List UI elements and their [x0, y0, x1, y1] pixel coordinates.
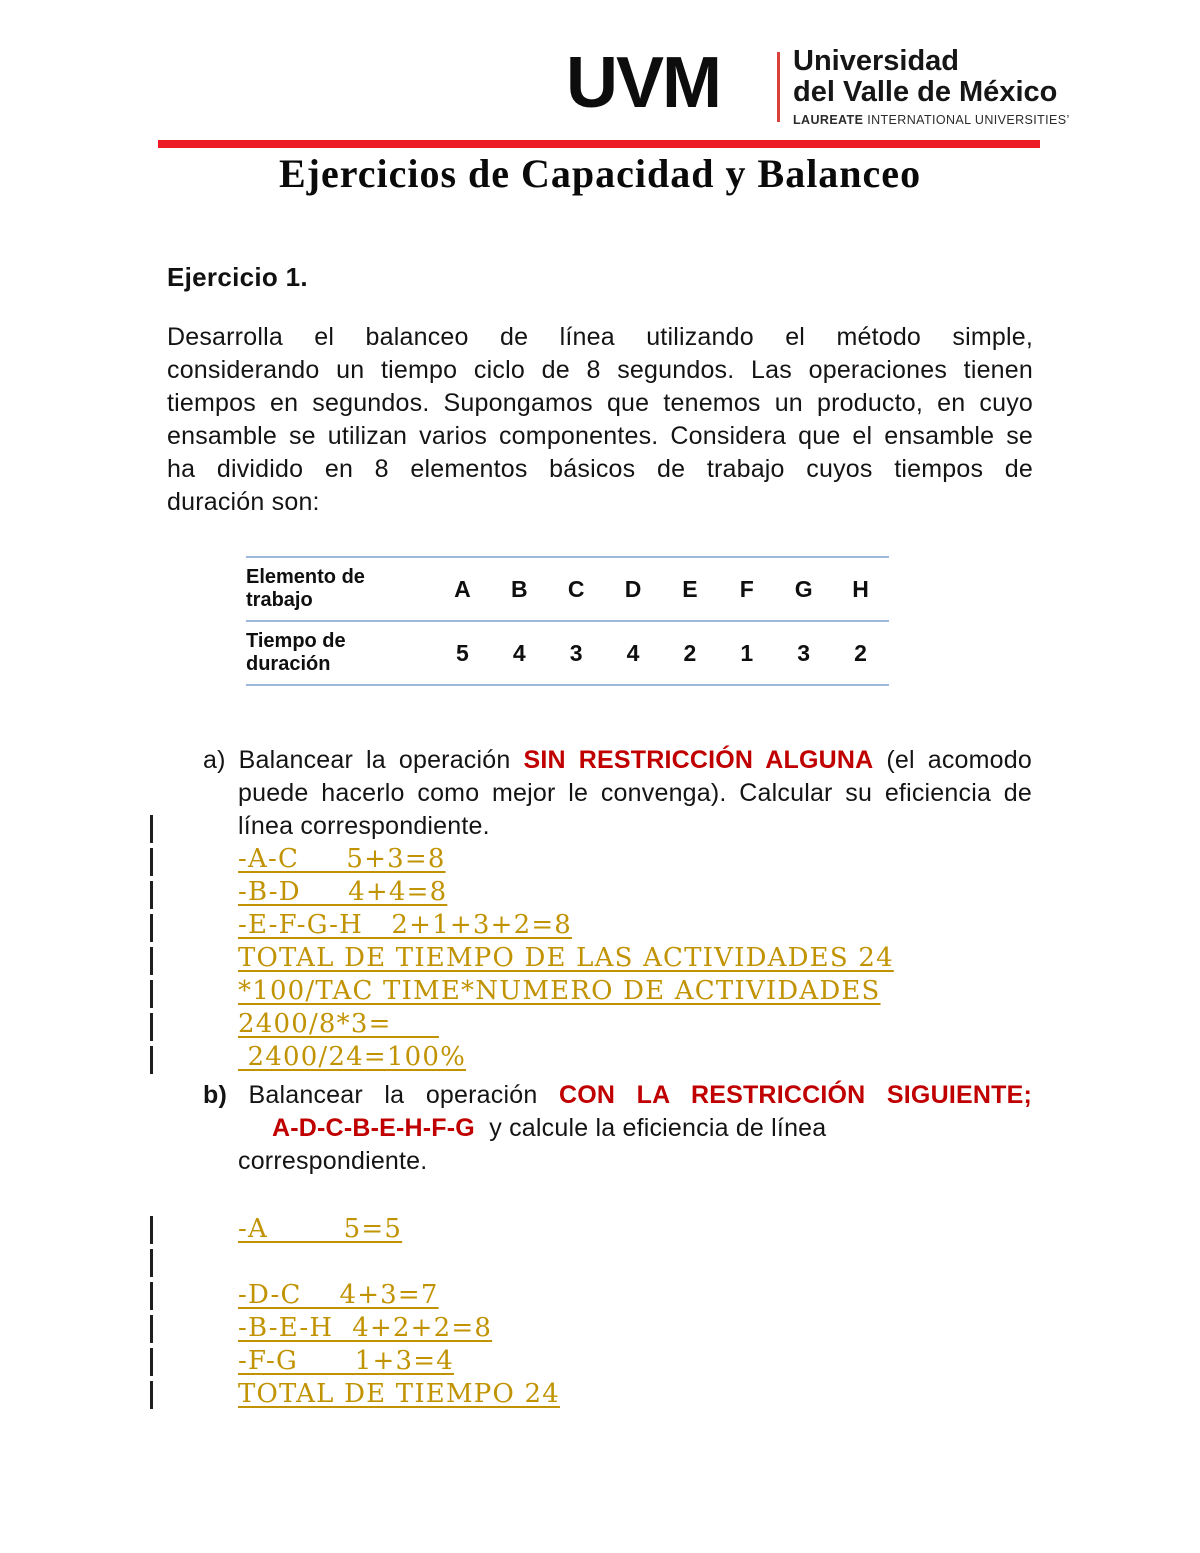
- item-b-line2-text: y calcule la eficiencia de línea: [474, 1114, 827, 1142]
- element-cell: G: [794, 575, 813, 602]
- work-note-line: *100/TAC TIME*NUMERO DE ACTIVIDADES: [238, 976, 881, 1006]
- paragraph-line: considerando un tiempo ciclo de 8 segundos. Las operaciones tienen: [167, 356, 1033, 384]
- paragraph-line: tiempos en segundos. Supongamos que tenemos un producto, en cuyo: [167, 389, 1033, 417]
- item-b-work-notes: [238, 1213, 560, 1411]
- revision-bar: [150, 1216, 153, 1244]
- tagline-rest: INTERNATIONAL UNIVERSITIES’: [863, 113, 1070, 127]
- item-a-line1: [203, 744, 1032, 777]
- row-label-times: Tiempo de duración: [246, 630, 346, 675]
- work-note-blank-line: [238, 1246, 560, 1279]
- paragraph-line: Desarrolla el balanceo de línea utilizando el método simple,: [167, 323, 1033, 351]
- time-cell: 1: [740, 639, 754, 666]
- item-a-text-post: (el acomodo: [873, 746, 1032, 774]
- row-label-elements: Elemento de trabajo: [246, 566, 365, 611]
- paragraph-line: ensamble se utilizan varios componentes. Considera que el ensamble se: [167, 422, 1033, 450]
- work-note-line: -D-C 4+3=7: [238, 1280, 439, 1310]
- revision-bar: [150, 914, 153, 942]
- item-a-red-emphasis: SIN RESTRICCIÓN ALGUNA: [523, 746, 874, 774]
- work-note-line: -B-D 4+4=8: [238, 877, 448, 907]
- university-name-block: [793, 46, 1070, 127]
- time-cell: 3: [569, 639, 583, 666]
- item-a-line2: puede hacerlo como mejor le convenga). Calcular su eficiencia de: [238, 779, 1032, 807]
- logo-divider: [777, 52, 780, 122]
- laureate-tagline: [793, 113, 1070, 127]
- element-cell: D: [624, 575, 642, 602]
- work-note-line: -E-F-G-H 2+1+3+2=8: [238, 910, 573, 940]
- work-note-line: -A-C 5+3=8: [238, 844, 446, 874]
- time-cell: 3: [797, 639, 811, 666]
- revision-bar: [150, 1282, 153, 1310]
- work-note-line: 2400/24=100%: [238, 1042, 466, 1072]
- revision-bar: [150, 1381, 153, 1409]
- work-note-line: -B-E-H 4+2+2=8: [238, 1313, 493, 1343]
- time-cell: 4: [512, 639, 526, 666]
- element-cell: B: [511, 575, 528, 602]
- element-cell: C: [567, 575, 585, 602]
- item-b-marker: b): [203, 1081, 249, 1109]
- revision-bar: [150, 980, 153, 1008]
- revision-bar: [150, 848, 153, 876]
- time-cell: 4: [626, 639, 640, 666]
- time-cell: 2: [854, 639, 867, 666]
- university-name-line2: del Valle de México: [793, 76, 1058, 108]
- element-cell: A: [454, 575, 471, 602]
- revision-bar: [150, 1315, 153, 1343]
- revision-bar: [150, 1046, 153, 1074]
- item-b-red-sequence: A-D-C-B-E-H-F-G: [272, 1114, 475, 1142]
- intro-paragraph: [167, 321, 1033, 519]
- time-cell: 2: [683, 639, 697, 666]
- time-cell: 5: [456, 639, 469, 666]
- work-note-line: TOTAL DE TIEMPO DE LAS ACTIVIDADES 24: [238, 943, 894, 973]
- item-b-line1: [203, 1079, 1032, 1112]
- revision-bar: [150, 1249, 153, 1277]
- item-a-line3: línea correspondiente.: [238, 812, 490, 840]
- element-cell: E: [682, 575, 698, 602]
- tagline-bold: LAUREATE: [793, 113, 864, 127]
- item-b-line2: [272, 1112, 826, 1145]
- item-b-line3: correspondiente.: [238, 1147, 428, 1175]
- item-a-text: Balancear la operación: [238, 746, 524, 774]
- revision-bar: [150, 1013, 153, 1041]
- revision-bar: [150, 1348, 153, 1376]
- element-cell: F: [739, 575, 754, 602]
- element-cell: H: [852, 575, 869, 602]
- paragraph-line: ha dividido en 8 elementos básicos de trabajo cuyos tiempos de: [167, 455, 1033, 483]
- work-note-line: -F-G 1+3=4: [238, 1346, 454, 1376]
- item-b-text: Balancear la operación: [248, 1081, 559, 1109]
- work-note-line: TOTAL DE TIEMPO 24: [238, 1379, 560, 1409]
- work-note-line: -A 5=5: [238, 1214, 403, 1244]
- item-b-red-emphasis: CON LA RESTRICCIÓN SIGUIENTE;: [558, 1081, 1032, 1109]
- work-note-line: 2400/8*3=: [238, 1009, 439, 1039]
- table-row-elements: [246, 558, 889, 620]
- table-bottom-line: [246, 684, 889, 686]
- item-a-marker: a): [203, 746, 239, 774]
- revision-bar: [150, 815, 153, 843]
- revision-bar: [150, 881, 153, 909]
- paragraph-line: duración son:: [167, 488, 320, 516]
- table-row-times: [246, 622, 889, 684]
- exercise-heading: Ejercicio 1.: [167, 262, 308, 292]
- header-red-rule: [158, 140, 1040, 148]
- uvm-logo: UVM: [566, 43, 720, 123]
- document-title: Ejercicios de Capacidad y Balanceo: [278, 151, 922, 196]
- university-name-line1: Universidad: [793, 45, 959, 77]
- work-elements-table: [246, 556, 889, 686]
- revision-bar: [150, 947, 153, 975]
- item-a-work-notes: [238, 843, 894, 1074]
